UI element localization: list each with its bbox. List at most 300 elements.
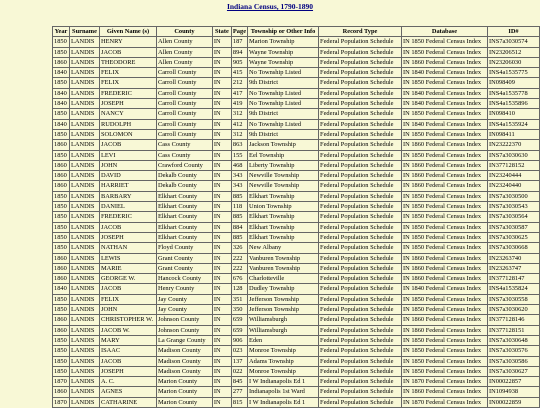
cell-given-name: BARBARY	[99, 191, 156, 201]
cell-record-type: Federal Population Schedule	[319, 377, 402, 387]
cell-record-type: Federal Population Schedule	[319, 150, 402, 160]
cell-county: Jay County	[156, 294, 212, 304]
header-county: County	[156, 27, 212, 37]
cell-database: IN 1850 Federal Census Index	[402, 47, 488, 57]
cell-database: IN 1850 Federal Census Index	[402, 305, 488, 315]
cell-township: 9th District	[248, 129, 319, 139]
cell-record-type: Federal Population Schedule	[319, 263, 402, 273]
cell-id: IN23240444	[487, 171, 539, 181]
cell-township: 9th District	[248, 78, 319, 88]
cell-record-type: Federal Population Schedule	[319, 325, 402, 335]
cell-county: Johnson County	[156, 325, 212, 335]
cell-county: Cass County	[156, 150, 212, 160]
cell-page: 419	[231, 99, 247, 109]
cell-surname: LANDIS	[69, 387, 99, 397]
cell-year: 1850	[53, 294, 70, 304]
cell-id: INS4a1535896	[487, 99, 539, 109]
cell-record-type: Federal Population Schedule	[319, 284, 402, 294]
cell-year: 1860	[53, 181, 70, 191]
header-given-name: Given Name (s)	[99, 27, 156, 37]
cell-state: IN	[212, 387, 231, 397]
table-row	[53, 397, 540, 407]
cell-page: 845	[231, 377, 247, 387]
cell-record-type: Federal Population Schedule	[319, 315, 402, 325]
cell-township: Vanburen Township	[248, 253, 319, 263]
cell-given-name: AGNES	[99, 387, 156, 397]
table-row	[53, 294, 540, 304]
cell-township: No Township Listed	[248, 119, 319, 129]
cell-record-type: Federal Population Schedule	[319, 160, 402, 170]
cell-given-name: JACOB	[99, 47, 156, 57]
cell-township: Adams Township	[248, 356, 319, 366]
cell-township: Williamsburgh	[248, 315, 319, 325]
cell-surname: LANDIS	[69, 140, 99, 150]
cell-id: IN23222370	[487, 140, 539, 150]
cell-record-type: Federal Population Schedule	[319, 181, 402, 191]
cell-year: 1860	[53, 171, 70, 181]
cell-township: Union Township	[248, 202, 319, 212]
cell-surname: LANDIS	[69, 397, 99, 407]
cell-page: 022	[231, 366, 247, 376]
cell-page: 863	[231, 140, 247, 150]
cell-id: INS7a3030500	[487, 191, 539, 201]
cell-given-name: NANCY	[99, 109, 156, 119]
cell-record-type: Federal Population Schedule	[319, 335, 402, 345]
cell-surname: LANDIS	[69, 366, 99, 376]
cell-database: IN 1870 Federal Census Index	[402, 397, 488, 407]
cell-county: Hancock County	[156, 274, 212, 284]
cell-record-type: Federal Population Schedule	[319, 140, 402, 150]
cell-township: I W Indianapolis Ed 1	[248, 397, 319, 407]
table-row	[53, 243, 540, 253]
cell-id: IN00022857	[487, 377, 539, 387]
cell-county: Madison County	[156, 366, 212, 376]
cell-surname: LANDIS	[69, 377, 99, 387]
cell-id: IN377128151	[487, 325, 539, 335]
cell-year: 1840	[53, 88, 70, 98]
cell-record-type: Federal Population Schedule	[319, 305, 402, 315]
table-row	[53, 160, 540, 170]
cell-id: IN098411	[487, 129, 539, 139]
table-row	[53, 305, 540, 315]
cell-id: INS7a3030630	[487, 150, 539, 160]
cell-year: 1850	[53, 243, 70, 253]
cell-given-name: GEORGE W.	[99, 274, 156, 284]
cell-database: IN 1850 Federal Census Index	[402, 109, 488, 119]
cell-id: IN377128146	[487, 315, 539, 325]
table-row	[53, 263, 540, 273]
cell-state: IN	[212, 37, 231, 47]
cell-page: 885	[231, 212, 247, 222]
table-row	[53, 68, 540, 78]
cell-state: IN	[212, 150, 231, 160]
cell-record-type: Federal Population Schedule	[319, 253, 402, 263]
cell-database: IN 1840 Federal Census Index	[402, 68, 488, 78]
table-row	[53, 356, 540, 366]
cell-database: IN 1840 Federal Census Index	[402, 88, 488, 98]
cell-year: 1860	[53, 274, 70, 284]
cell-given-name: CHRISTOPHER W.	[99, 315, 156, 325]
table-row	[53, 346, 540, 356]
cell-page: 351	[231, 294, 247, 304]
cell-state: IN	[212, 181, 231, 191]
cell-state: IN	[212, 140, 231, 150]
cell-year: 1840	[53, 99, 70, 109]
cell-database: IN 1850 Federal Census Index	[402, 356, 488, 366]
table-row	[53, 253, 540, 263]
cell-database: IN 1850 Federal Census Index	[402, 335, 488, 345]
cell-page: 326	[231, 243, 247, 253]
cell-township: Monroe Township	[248, 346, 319, 356]
cell-page: 885	[231, 232, 247, 242]
cell-state: IN	[212, 160, 231, 170]
cell-given-name: FELIX	[99, 78, 156, 88]
cell-year: 1860	[53, 325, 70, 335]
cell-id: INS7a3030625	[487, 232, 539, 242]
cell-county: Madison County	[156, 356, 212, 366]
cell-record-type: Federal Population Schedule	[319, 366, 402, 376]
cell-database: IN 1850 Federal Census Index	[402, 232, 488, 242]
cell-id: IN23240440	[487, 181, 539, 191]
table-row	[53, 109, 540, 119]
cell-page: 412	[231, 119, 247, 129]
cell-year: 1850	[53, 47, 70, 57]
cell-page: 815	[231, 397, 247, 407]
cell-surname: LANDIS	[69, 181, 99, 191]
cell-township: Indianapolis 1st Ward	[248, 387, 319, 397]
cell-page: 187	[231, 37, 247, 47]
cell-given-name: FREDERIC	[99, 88, 156, 98]
cell-township: Elkhart Township	[248, 191, 319, 201]
header-page: Page	[232, 28, 247, 35]
cell-year: 1850	[53, 150, 70, 160]
cell-database: IN 1850 Federal Census Index	[402, 191, 488, 201]
table-body	[53, 37, 540, 408]
cell-database: IN 1870 Federal Census Index	[402, 377, 488, 387]
cell-county: Carroll County	[156, 119, 212, 129]
cell-county: Henry County	[156, 284, 212, 294]
cell-year: 1850	[53, 232, 70, 242]
cell-given-name: JOHN	[99, 160, 156, 170]
table-row	[53, 99, 540, 109]
cell-database: IN 1850 Federal Census Index	[402, 346, 488, 356]
table-row	[53, 57, 540, 67]
cell-record-type: Federal Population Schedule	[319, 222, 402, 232]
cell-county: Allen County	[156, 57, 212, 67]
cell-township: Wayne Township	[248, 47, 319, 57]
cell-township: Charlotteville	[248, 274, 319, 284]
cell-state: IN	[212, 47, 231, 57]
cell-page: 415	[231, 68, 247, 78]
table-row	[53, 181, 540, 191]
cell-database: IN 1850 Federal Census Index	[402, 37, 488, 47]
cell-database: IN 1850 Federal Census Index	[402, 366, 488, 376]
cell-given-name: LEVI	[99, 150, 156, 160]
cell-year: 1860	[53, 253, 70, 263]
header-id: ID#	[487, 27, 539, 37]
table-row	[53, 222, 540, 232]
cell-state: IN	[212, 57, 231, 67]
cell-given-name: LEWIS	[99, 253, 156, 263]
cell-state: IN	[212, 377, 231, 387]
cell-township: Monroe Township	[248, 366, 319, 376]
cell-given-name: SOLOMON	[99, 129, 156, 139]
cell-surname: LANDIS	[69, 109, 99, 119]
table-row	[53, 387, 540, 397]
cell-township: Williamsburgh	[248, 325, 319, 335]
cell-page: 023	[231, 346, 247, 356]
table-row	[53, 315, 540, 325]
cell-record-type: Federal Population Schedule	[319, 387, 402, 397]
table-row	[53, 150, 540, 160]
header-surname: Surname	[69, 27, 99, 37]
cell-id: IN23206030	[487, 57, 539, 67]
header-township: Township or Other Info	[248, 27, 319, 37]
cell-id: INS7a3030587	[487, 222, 539, 232]
page-title: Indiana Census, 1790-1890	[226, 2, 314, 11]
cell-surname: LANDIS	[69, 88, 99, 98]
cell-county: Carroll County	[156, 99, 212, 109]
cell-state: IN	[212, 346, 231, 356]
cell-year: 1870	[53, 397, 70, 407]
cell-county: Grant County	[156, 253, 212, 263]
cell-surname: LANDIS	[69, 191, 99, 201]
cell-record-type: Federal Population Schedule	[319, 37, 402, 47]
cell-record-type: Federal Population Schedule	[319, 88, 402, 98]
cell-state: IN	[212, 294, 231, 304]
table-row	[53, 140, 540, 150]
table-row	[53, 274, 540, 284]
cell-database: IN 1850 Federal Census Index	[402, 129, 488, 139]
cell-database: IN 1850 Federal Census Index	[402, 78, 488, 88]
cell-county: Allen County	[156, 47, 212, 57]
cell-county: Cass County	[156, 140, 212, 150]
cell-record-type: Federal Population Schedule	[319, 171, 402, 181]
cell-id: INS4a1535924	[487, 119, 539, 129]
cell-township: Elkhart Township	[248, 222, 319, 232]
cell-id: INS4a1535824	[487, 284, 539, 294]
cell-page: 659	[231, 315, 247, 325]
cell-id: IN00022859	[487, 397, 539, 407]
cell-given-name: JOSEPH	[99, 232, 156, 242]
cell-id: INS7a3030543	[487, 202, 539, 212]
cell-id: INS7a3030620	[487, 305, 539, 315]
cell-township: Marion Township	[248, 37, 319, 47]
cell-given-name: JACOB	[99, 222, 156, 232]
cell-surname: LANDIS	[69, 305, 99, 315]
cell-county: Carroll County	[156, 68, 212, 78]
cell-township: Eel Township	[248, 150, 319, 160]
cell-page: 343	[231, 171, 247, 181]
header-year: Year	[53, 27, 70, 37]
table-row	[53, 119, 540, 129]
cell-township: Newville Township	[248, 181, 319, 191]
cell-given-name: JACOB	[99, 284, 156, 294]
cell-record-type: Federal Population Schedule	[319, 109, 402, 119]
cell-surname: LANDIS	[69, 150, 99, 160]
cell-id: INS4a1535778	[487, 88, 539, 98]
cell-surname: LANDIS	[69, 171, 99, 181]
cell-township: Eden	[248, 335, 319, 345]
cell-state: IN	[212, 68, 231, 78]
cell-page: 659	[231, 325, 247, 335]
cell-page: 137	[231, 356, 247, 366]
cell-given-name: JACOB W.	[99, 325, 156, 335]
table-row	[53, 335, 540, 345]
cell-id: IN377128152	[487, 160, 539, 170]
cell-year: 1850	[53, 129, 70, 139]
cell-county: Carroll County	[156, 78, 212, 88]
cell-surname: LANDIS	[69, 129, 99, 139]
cell-id: INS7a3030648	[487, 335, 539, 345]
cell-surname: LANDIS	[69, 99, 99, 109]
cell-county: Elkhart County	[156, 202, 212, 212]
cell-id: INS7a3030558	[487, 294, 539, 304]
cell-given-name: DANIEL	[99, 202, 156, 212]
cell-surname: LANDIS	[69, 346, 99, 356]
cell-given-name: FREDERIC	[99, 212, 156, 222]
cell-state: IN	[212, 78, 231, 88]
cell-id: INS7a3030576	[487, 346, 539, 356]
cell-given-name: JACOB	[99, 356, 156, 366]
cell-surname: LANDIS	[69, 243, 99, 253]
cell-year: 1850	[53, 212, 70, 222]
cell-county: Grant County	[156, 263, 212, 273]
cell-page: 676	[231, 274, 247, 284]
cell-given-name: DAVID	[99, 171, 156, 181]
cell-year: 1860	[53, 140, 70, 150]
cell-state: IN	[212, 263, 231, 273]
cell-record-type: Federal Population Schedule	[319, 212, 402, 222]
cell-county: Dekalb County	[156, 181, 212, 191]
cell-state: IN	[212, 191, 231, 201]
table-row	[53, 366, 540, 376]
cell-township: No Township Listed	[248, 88, 319, 98]
cell-surname: LANDIS	[69, 222, 99, 232]
cell-year: 1860	[53, 57, 70, 67]
cell-township: Liberty Township	[248, 160, 319, 170]
table-header-row	[53, 27, 540, 37]
cell-state: IN	[212, 253, 231, 263]
cell-surname: LANDIS	[69, 284, 99, 294]
cell-surname: LANDIS	[69, 78, 99, 88]
cell-given-name: A. C.	[99, 377, 156, 387]
cell-surname: LANDIS	[69, 232, 99, 242]
cell-id: IN098409	[487, 78, 539, 88]
table-row	[53, 129, 540, 139]
cell-page: 885	[231, 191, 247, 201]
cell-state: IN	[212, 212, 231, 222]
table-row	[53, 37, 540, 47]
cell-given-name: JOSEPH	[99, 366, 156, 376]
cell-database: IN 1860 Federal Census Index	[402, 57, 488, 67]
cell-county: Carroll County	[156, 109, 212, 119]
cell-record-type: Federal Population Schedule	[319, 57, 402, 67]
cell-year: 1840	[53, 68, 70, 78]
cell-county: Elkhart County	[156, 222, 212, 232]
cell-township: Elkhart Township	[248, 232, 319, 242]
cell-page: 417	[231, 88, 247, 98]
cell-county: Carroll County	[156, 129, 212, 139]
table-row	[53, 284, 540, 294]
cell-given-name: JOHN	[99, 305, 156, 315]
cell-state: IN	[212, 315, 231, 325]
table-row	[53, 47, 540, 57]
cell-database: IN 1860 Federal Census Index	[402, 181, 488, 191]
cell-surname: LANDIS	[69, 253, 99, 263]
cell-year: 1850	[53, 346, 70, 356]
cell-county: Johnson County	[156, 315, 212, 325]
cell-county: Crawford County	[156, 160, 212, 170]
cell-township: No Township Listed	[248, 68, 319, 78]
cell-database: IN 1860 Federal Census Index	[402, 253, 488, 263]
cell-database: IN 1860 Federal Census Index	[402, 325, 488, 335]
cell-database: IN 1860 Federal Census Index	[402, 171, 488, 181]
cell-id: IN23263747	[487, 263, 539, 273]
cell-surname: LANDIS	[69, 315, 99, 325]
cell-year: 1850	[53, 356, 70, 366]
cell-page: 222	[231, 253, 247, 263]
cell-page: 343	[231, 181, 247, 191]
cell-surname: LANDIS	[69, 325, 99, 335]
cell-record-type: Federal Population Schedule	[319, 243, 402, 253]
cell-year: 1850	[53, 202, 70, 212]
cell-database: IN 1860 Federal Census Index	[402, 160, 488, 170]
cell-county: Marion County	[156, 397, 212, 407]
cell-record-type: Federal Population Schedule	[319, 397, 402, 407]
cell-year: 1870	[53, 377, 70, 387]
cell-database: IN 1860 Federal Census Index	[402, 263, 488, 273]
cell-given-name: NATHAN	[99, 243, 156, 253]
header-record-type: Record Type	[319, 27, 402, 37]
cell-county: Jay County	[156, 305, 212, 315]
table-row	[53, 191, 540, 201]
cell-county: Madison County	[156, 346, 212, 356]
table-row	[53, 88, 540, 98]
cell-surname: LANDIS	[69, 212, 99, 222]
cell-county: Dekalb County	[156, 171, 212, 181]
header-database: Database	[402, 27, 488, 37]
census-table	[52, 26, 540, 408]
cell-state: IN	[212, 356, 231, 366]
cell-state: IN	[212, 305, 231, 315]
cell-year: 1850	[53, 78, 70, 88]
cell-page: 884	[231, 222, 247, 232]
cell-township: Dudley Township	[248, 284, 319, 294]
cell-page: 222	[231, 263, 247, 273]
cell-state: IN	[212, 171, 231, 181]
cell-surname: LANDIS	[69, 335, 99, 345]
cell-county: Elkhart County	[156, 212, 212, 222]
cell-surname: LANDIS	[69, 160, 99, 170]
table-row	[53, 212, 540, 222]
cell-county: Allen County	[156, 37, 212, 47]
cell-county: Elkhart County	[156, 191, 212, 201]
cell-year: 1860	[53, 315, 70, 325]
cell-surname: LANDIS	[69, 263, 99, 273]
cell-database: IN 1850 Federal Census Index	[402, 222, 488, 232]
cell-id: INS7a3030586	[487, 356, 539, 366]
cell-township: I W Indianapolis Ed 1	[248, 377, 319, 387]
cell-page: 118	[231, 202, 247, 212]
cell-id: IN23206512	[487, 47, 539, 57]
cell-year: 1850	[53, 335, 70, 345]
cell-state: IN	[212, 274, 231, 284]
cell-database: IN 1850 Federal Census Index	[402, 202, 488, 212]
cell-id: IN377128147	[487, 274, 539, 284]
cell-year: 1850	[53, 109, 70, 119]
cell-year: 1850	[53, 222, 70, 232]
